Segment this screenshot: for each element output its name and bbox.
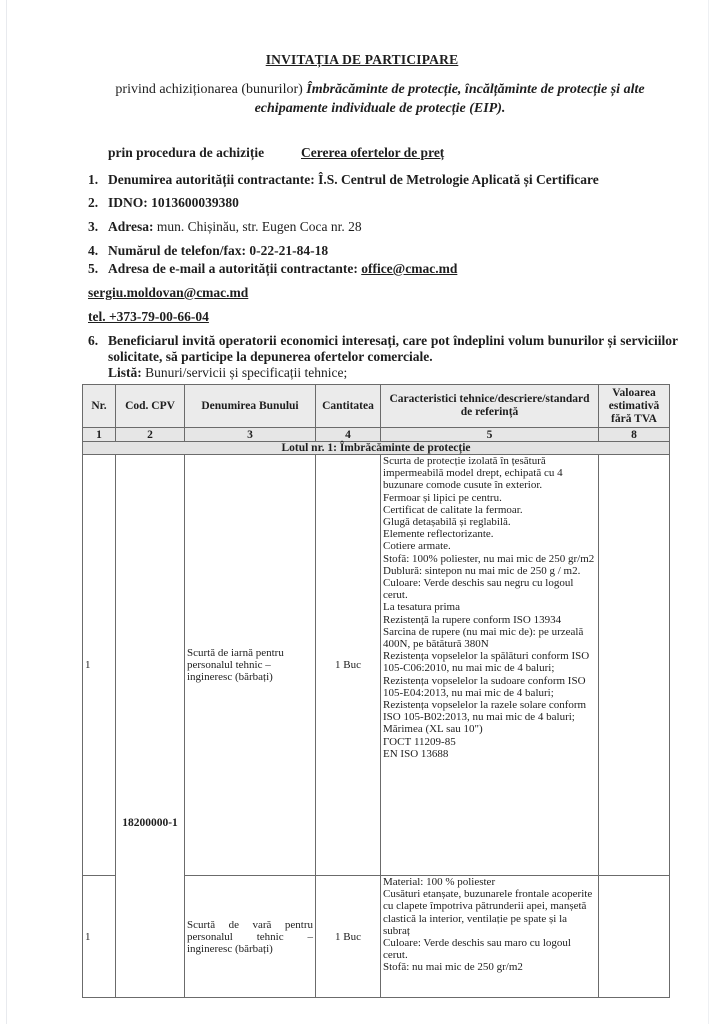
scan-page-edge-right: [708, 0, 709, 1024]
item-label: IDNO:: [108, 195, 152, 210]
item-label: Adresa:: [108, 219, 157, 234]
item-value: 0-22-21-84-18: [249, 243, 329, 258]
subject-goods: Îmbrăcăminte de protecție, încălțăminte de protecție și alte echipamente individuale de protecție (EIP): [254, 82, 645, 116]
item-contracting-authority: 1. Denumirea autorității contractante: Î.S. Centrul de Metrologie Aplicată și Certificare: [88, 172, 599, 187]
row-description: Scurta de protecție izolată în țesătură impermeabilă model drept, echipată cu 4 buzunare comode cusute în exterior. Fermoar și lipici pe centru. Certificat de calitate la fermoar. Glugă detașabilă și reglabilă. Elemente reflectorizante. Cotiere armate. Stofă: 100% poliester, nu mai mic de 250 gr/m2 Dublură: sintepon nu mai mic de 250 g / m2. Culoare: Verde deschis sau negru cu logoul cerut. La tesatura prima Rezistență la rupere conform ISO 13934 Sarcina de rupere (nu mai mic de): pe urzeală 400N, pe bătătură 380N Rezistența vopselelor la spălături conform ISO 105-C06:2010, nu mai mic de 4 baluri; Rezistența vopselelor la sudoare conform ISO 105-E04:2013, nu mai mic de 4 baluri; Rezistența vopselelor la razele solare conform ISO 105-B02:2013, nu mai mic de 4 baluri; Mărimea (XL sau 10") ГОСТ 11209-85 EN ISO 13688: [381, 455, 599, 876]
item-label: Numărul de telefon/fax:: [108, 243, 250, 258]
row-nr: 1: [83, 455, 116, 876]
header-specifications: Caracteristici tehnice/descriere/standard de referință: [381, 385, 599, 428]
item-label: Adresa de e-mail a autorității contractante:: [108, 261, 362, 276]
header-nr: Nr.: [83, 385, 116, 428]
row-quantity: 1 Buc: [316, 876, 381, 998]
email-link-office[interactable]: office@cmac.md: [361, 261, 458, 276]
row-nr: 1: [83, 876, 116, 998]
subject-prefix: privind achiziționarea (bunurilor): [115, 82, 307, 97]
row-description: Material: 100 % poliester Cusături etanșate, buzunarele frontale acoperite cu clapete împotriva pătrunderii apei, manșetă clastică la interior, ventilație pe spate și la subraț Culoare: Verde deschis sau maro cu logoul cerut. Stofă: nu mai mic de 250 gr/m2: [381, 876, 599, 998]
item-value: mun. Chișinău, str. Eugen Coca nr. 28: [156, 219, 362, 234]
row-goods-name: Scurtă de iarnă pentru personalul tehnic – ingineresc (bărbați): [185, 455, 316, 876]
header-estimated-value: Valoarea estimativă fără TVA: [599, 385, 670, 428]
table-row: [83, 455, 670, 876]
row-estimated-value: [599, 876, 670, 998]
subject-suffix: .: [501, 101, 506, 116]
invitation-text: Beneficiarul invită operatorii economici interesați, care pot îndeplini volum bunurilor și serviciilor solicitate, să participe la depunerea ofertelor comerciale.: [108, 333, 678, 364]
document-title: INVITAȚIA DE PARTICIPARE: [265, 52, 459, 67]
row-quantity: 1 Buc: [316, 455, 381, 876]
item-label: Denumirea autorității contractante:: [108, 172, 319, 187]
cpv-code-cell: [116, 455, 185, 998]
lot-title: Lotul nr. 1: Îmbrăcăminte de protecție: [83, 442, 670, 455]
row-goods-name: Scurtă de vară pentru personalul tehnic – ingineresc (bărbați): [185, 876, 316, 998]
lot-title-row: [83, 442, 670, 455]
scan-page-edge-left: [6, 0, 7, 1024]
row-estimated-value: [599, 455, 670, 876]
header-quantity: Cantitatea: [316, 385, 381, 428]
table-header-row: [83, 385, 670, 428]
cpv-code: 18200000-1: [122, 817, 178, 829]
procedure-line: [108, 145, 445, 161]
header-goods-name: Denumirea Bunului: [185, 385, 316, 428]
header-cpv-code: Cod. CPV: [116, 385, 185, 428]
item-value: Î.S. Centrul de Metrologie Aplicată și Certificare: [318, 172, 599, 187]
item-address: 3. Adresa: mun. Chișinău, str. Eugen Coca nr. 28: [88, 219, 362, 234]
item-phone-fax: 4. Numărul de telefon/fax: 0-22-21-84-18: [88, 243, 329, 258]
procedure-label: prin procedura de achiziție: [108, 145, 265, 160]
technical-specifications-table: [82, 384, 670, 998]
item-idno: 2. IDNO: 1013600039380: [88, 195, 239, 210]
item-email: 5. Adresa de e-mail a autorității contractante: office@cmac.md: [88, 261, 458, 276]
procedure-value: Cererea ofertelor de preț: [301, 145, 445, 160]
list-caption: Listă: Bunuri/servicii și specificații tehnice;: [108, 365, 348, 380]
column-number-row: 1 2 3 4 5 8: [83, 428, 670, 442]
procurement-subject: [100, 80, 660, 118]
email-link-contact-person[interactable]: sergiu.moldovan@cmac.md: [88, 285, 249, 300]
phone-link-contact-person[interactable]: tel. +373-79-00-66-04: [88, 309, 209, 324]
section-6-invitation: 6. Beneficiarul invită operatorii economici interesați, care pot îndeplini volum bunurilor și serviciilor solicitate, să participe la depunerea ofertelor comerciale. Listă: Bunuri/servicii și specificații tehnice;: [88, 333, 678, 380]
item-value: 1013600039380: [151, 195, 239, 210]
